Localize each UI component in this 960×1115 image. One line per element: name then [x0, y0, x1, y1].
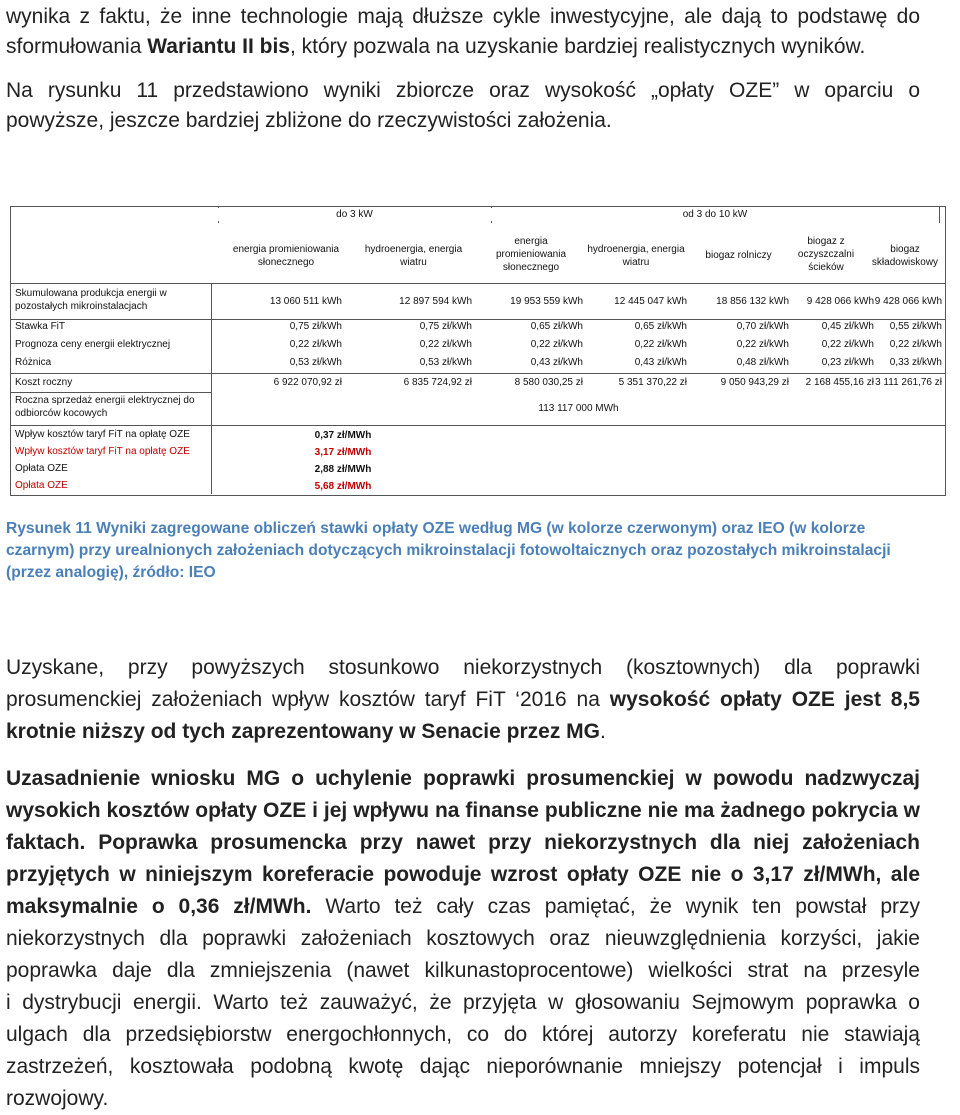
forecast-4: 0,22 zł/kWh: [634, 339, 687, 350]
production-1: 13 060 511 kWh: [269, 296, 342, 307]
caption-line-2: czarnym) przy urealnionych założeniach dotyczących mikroinstalacji fotowoltaicznych oraz pozostałych mikroinstalacji: [6, 542, 891, 559]
row-label-fit: Stawka FiT: [15, 321, 66, 332]
forecast-3: 0,22 zł/kWh: [530, 339, 583, 350]
p3-line-3-bold: krotnie niższy od tych zaprezentowany w Senacie przez MG: [6, 720, 600, 743]
summary-value-2: 3,17 zł/MWh: [314, 447, 372, 458]
fit-5: 0,70 zł/kWh: [736, 321, 789, 332]
diff-5: 0,48 zł/kWh: [736, 357, 789, 368]
paragraph-justification: [6, 763, 920, 1115]
p3-line-3: [6, 716, 920, 748]
p4-line-6: niekorzystnych dla poprawki założeniach kosztowych oraz nieuwzględnienia korzyści, jakie: [6, 927, 920, 950]
p3-line-2-bold: wysokość opłaty OZE jest 8,5: [609, 688, 920, 711]
summary-value-3: 2,88 zł/MWh: [314, 464, 372, 475]
col-header-2: hydroenergia, energia wiatru: [364, 244, 463, 268]
production-4: 12 445 047 kWh: [614, 296, 687, 307]
results-table: [10, 206, 946, 496]
p4-line-11: rozwojowy.: [6, 1087, 109, 1110]
p4-line-10: zastrzeżeń, kosztowała podobną kwotę dając nieporównanie mniejszy potencjał i impuls: [6, 1055, 920, 1078]
p3-line-1: Uzyskane, przy powyższych stosunkowo niekorzystnych (kosztownych) dla poprawki: [6, 656, 920, 679]
col-header-4: hydroenergia, energia wiatru: [587, 244, 685, 268]
p4-line-5-bold: maksymalnie o 0,36 zł/MWh.: [6, 895, 312, 918]
intro-line-1: wynika z faktu, że inne technologie mają dłuższe cykle inwestycyjne, ale dają to podstawę do: [6, 5, 920, 28]
p3-line-2-pre: prosumenckiej założeniach wpływ kosztów taryf FiT ‘2016 na: [6, 688, 610, 711]
production-2: 12 897 594 kWh: [399, 296, 472, 307]
production-3: 19 953 559 kWh: [510, 296, 583, 307]
fit-1: 0,75 zł/kWh: [289, 321, 342, 332]
intro-line-3: Na rysunku 11 przedstawiono wyniki zbiorcze oraz wysokość „opłaty OZE” w oparciu o: [6, 79, 920, 102]
row-label-forecast: Prognoza ceny energii elektrycznej: [15, 339, 171, 350]
group-header-small: [218, 208, 491, 221]
diff-4: 0,43 zł/kWh: [634, 357, 687, 368]
cost-5: 9 050 943,29 zł: [720, 377, 789, 388]
fit-4: 0,65 zł/kWh: [634, 321, 687, 332]
cost-6: 2 168 455,16 zł: [805, 377, 874, 388]
intro-line-2: [6, 32, 920, 62]
p4-line-2: wysokich kosztów opłaty OZE i jej wpływu na finanse publiczne nie ma żadnego pokrycia w: [6, 799, 920, 822]
production-6: 9 428 066 kWh: [806, 296, 874, 307]
p3-line-3-post: .: [599, 720, 606, 743]
summary-label-2: Wpływ kosztów taryf FiT na opłatę OZE: [15, 446, 190, 457]
cost-1: 6 922 070,92 zł: [273, 377, 342, 388]
p4-line-4: przyjętych w niniejszym koreferacie powoduje wzrost opłaty OZE nie o 3,17 zł/MWh, ale: [6, 863, 920, 886]
forecast-1: 0,22 zł/kWh: [289, 339, 342, 350]
row-label-cost: Koszt roczny: [15, 377, 73, 388]
p4-line-5: [6, 891, 920, 923]
diff-6: 0,23 zł/kWh: [821, 357, 874, 368]
cost-7: 3 111 261,76 zł: [875, 377, 942, 388]
cost-3: 8 580 030,25 zł: [514, 377, 583, 388]
paragraph-conclusion: [6, 652, 920, 748]
diff-1: 0,53 zł/kWh: [289, 357, 342, 368]
diff-2: 0,53 zł/kWh: [419, 357, 472, 368]
intro-line-2-post: , który pozwala na uzyskanie bardziej realistycznych wyników.: [289, 35, 866, 58]
production-7: 9 428 066 kWh: [874, 296, 942, 307]
summary-label-1: Wpływ kosztów taryf FiT na opłatę OZE: [15, 429, 190, 440]
row-label-production: Skumulowana produkcja energii w pozostałych mikroinstalacjach: [15, 288, 167, 312]
caption-line-1: Rysunek 11 Wyniki zagregowane obliczeń stawki opłaty OZE według MG (w kolorze czerwonym) oraz IEO (w kolorze: [6, 520, 866, 537]
p4-line-8: i dystrybucji energii. Warto też zauważyć, że przyjęta w głosowaniu Sejmowym poprawka o: [6, 991, 920, 1014]
summary-label-4: Opłata OZE: [15, 480, 68, 491]
p4-line-9: ulgach dla przedsiębiorstw energochłonnych, co do której autorzy koreferatu nie stawiają: [6, 1023, 920, 1046]
p4-line-3: faktach. Poprawka prosumencka przy nawet przy niekorzystnych dla niej założeniach: [6, 831, 920, 854]
forecast-6: 0,22 zł/kWh: [821, 339, 874, 350]
cost-2: 6 835 724,92 zł: [403, 377, 472, 388]
fit-2: 0,75 zł/kWh: [419, 321, 472, 332]
forecast-5: 0,22 zł/kWh: [736, 339, 789, 350]
production-5: 18 856 132 kWh: [716, 296, 789, 307]
intro-line-2-pre: sformułowania: [6, 35, 148, 58]
summary-label-3: Opłata OZE: [15, 463, 68, 474]
p4-line-1: Uzasadnienie wniosku MG o uchylenie poprawki prosumenckiej w powodu nadzwyczaj: [6, 767, 920, 790]
fit-7: 0,55 zł/kWh: [889, 321, 942, 332]
fit-6: 0,45 zł/kWh: [821, 321, 874, 332]
col-header-3: energia promieniowania słonecznego: [495, 236, 567, 273]
forecast-7: 0,22 zł/kWh: [889, 339, 942, 350]
summary-value-4: 5,68 zł/MWh: [314, 481, 372, 492]
fit-3: 0,65 zł/kWh: [530, 321, 583, 332]
p3-line-2: [6, 684, 920, 716]
row-label-diff: Różnica: [15, 357, 52, 368]
p4-line-7: poprawka daje dla zmniejszenia (nawet kilkunastoprocentowe) wielkości strat na przesyle: [6, 959, 920, 982]
figure-caption: [6, 518, 926, 584]
caption-line-3: (przez analogię), źródło: IEO: [6, 564, 216, 581]
forecast-2: 0,22 zł/kWh: [419, 339, 472, 350]
sales-value: 113 117 000 MWh: [538, 403, 619, 414]
diff-7: 0,33 zł/kWh: [889, 357, 942, 368]
summary-value-1: 0,37 zł/MWh: [314, 430, 372, 441]
p4-line-5-post: Warto też cały czas pamiętać, że wynik ten powstał przy: [311, 895, 920, 918]
col-header-5: biogaz rolniczy: [705, 250, 772, 261]
group1-label: do 3 kW: [336, 209, 373, 220]
col-header-7: biogaz składowiskowy: [871, 244, 939, 268]
group-header-large: [491, 208, 939, 221]
row-label-sales: Roczna sprzedaż energii elektrycznej do odbiorców kocowych: [15, 395, 195, 419]
variant-name: Wariantu II bis: [147, 35, 290, 58]
col-header-6: biogaz z oczyszczalni ścieków: [797, 236, 855, 273]
cost-4: 5 351 370,22 zł: [618, 377, 687, 388]
intro-line-4: powyższe, jeszcze bardziej zbliżone do rzeczywistości założenia.: [6, 109, 612, 132]
col-header-1: energia promieniowania słonecznego: [232, 244, 340, 268]
group2-label: od 3 do 10 kW: [682, 209, 748, 220]
diff-3: 0,43 zł/kWh: [530, 357, 583, 368]
